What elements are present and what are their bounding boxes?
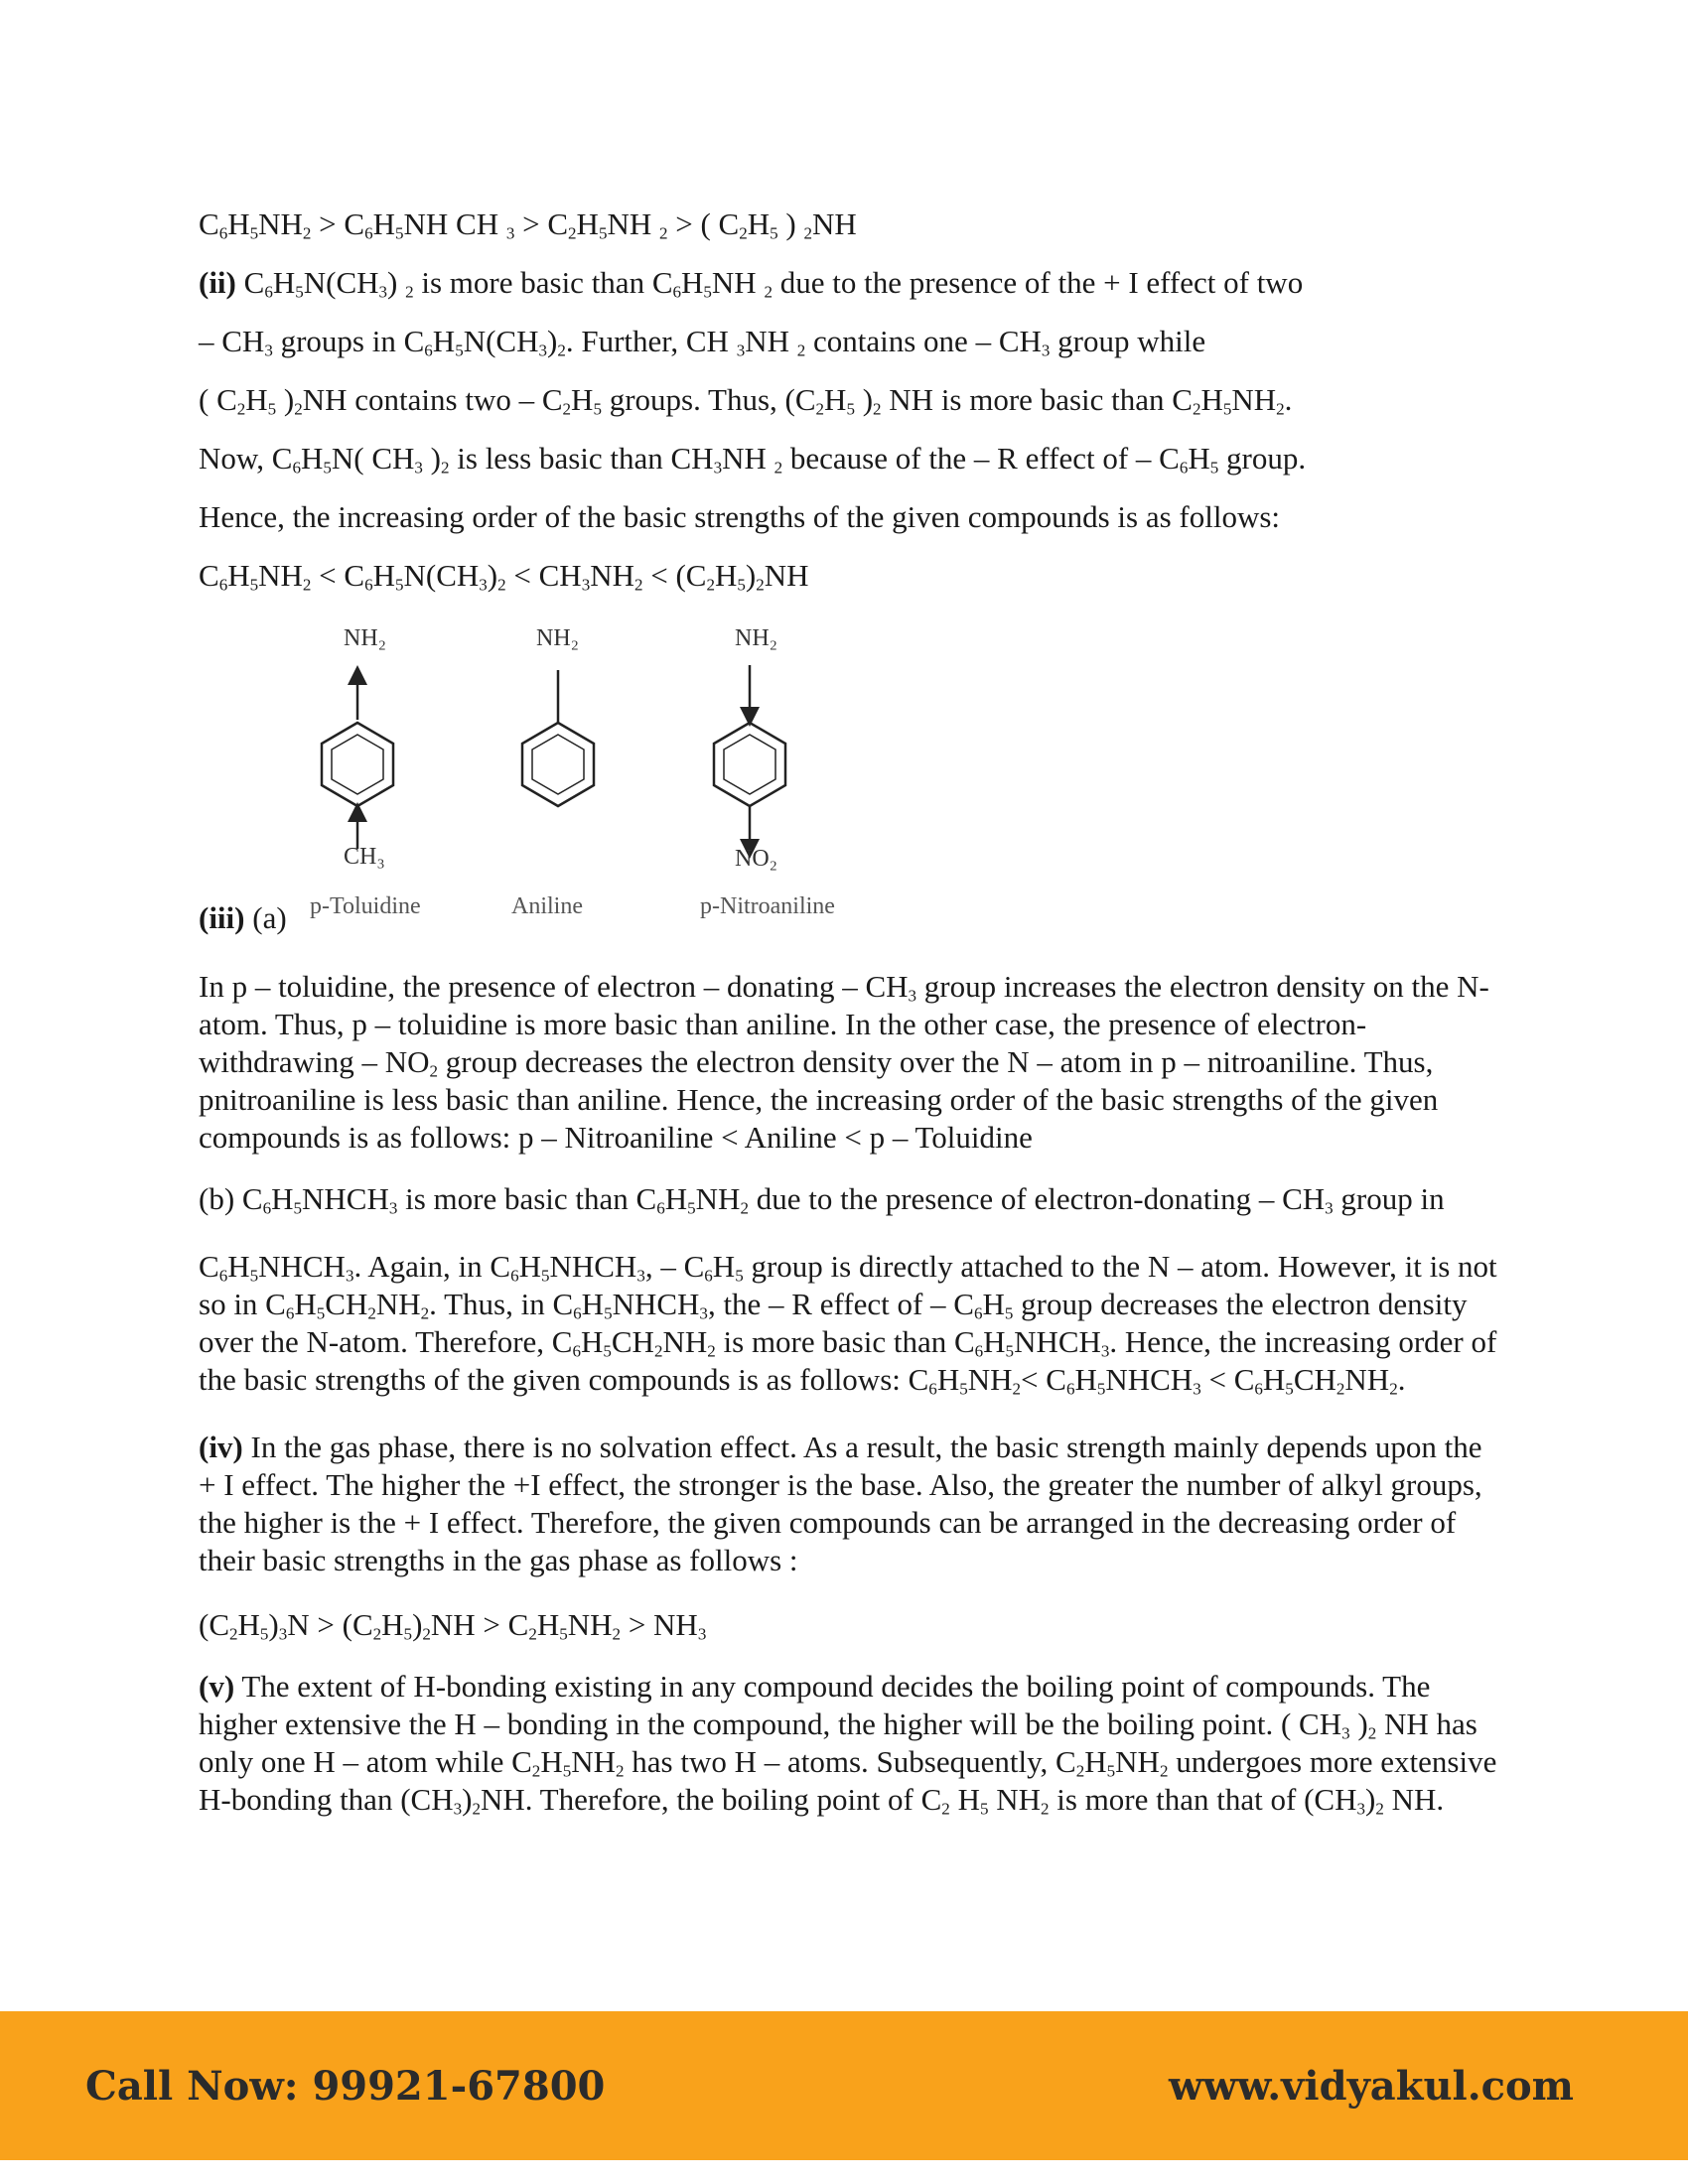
toluidine-structure bbox=[322, 675, 393, 849]
nitroaniline-structure bbox=[714, 665, 785, 849]
nitroaniline-bottom-group: NO₂ bbox=[735, 846, 778, 872]
part-ii-line-3: ( $C_2H_5$ )$_2NH$ contains two – $C_2H_5$ groups. Thus, ($C_2H_5$ )$_2$ NH is more basic than $C_2H_5NH_2$. bbox=[199, 382, 1293, 419]
part-iv-order: $(C_2H_5)_3N > (C_2H_5)_2NH > C_2H_5NH_2 > NH_3$ bbox=[199, 1607, 707, 1644]
aniline-top-group: NH₂ bbox=[536, 625, 580, 651]
part-iii-b-paragraph-1: (b) $C_6H_5NHCH_3$ is more basic than $C_6H_5NH_2$ due to the presence of electron-donating – $CH_3$ group in bbox=[199, 1181, 1445, 1218]
part-iii-b-paragraph-2: $C_6H_5NHCH_3$. Again, in $C_6H_5NHCH_3$, – $C_6H_5$ group is directly attached to the N – atom. However, it is not so in $C_6H_5CH_2NH_2$. Thus, in $C_6H_5NHCH_3$, the – R effect of – $C_6H_5$ group decreases the electron density over the N-atom. Therefore, $C_6H_5CH_2NH_2$ is more basic than $C_6H_5NHCH_3$. Hence, the increasing order of the basic strengths of the given compounds is as follows: $C_6H_5NH_2<$ $C_6H_5NHCH_3 < C_6H_5CH_2NH_2$. bbox=[199, 1249, 1497, 1399]
part-ii-line-2: – $CH_3$ groups in $C_6H_5N(CH_3)_2$. Further, CH $_3$NH $_2$ contains one – $CH_3$ group while bbox=[199, 324, 1206, 360]
part-ii-line-4: Now, $C_6H_5N$( $CH_3$ )$_2$ is less basic than $CH_3NH$ $_2$ because of the – R effect of – $C_6H_5$ group. bbox=[199, 441, 1307, 478]
order-line-1: $C_6H_5NH_2 > C_6H_5NH$ CH $_3 > C_2H_5NH$ $_2$ > ( $C_2H_5$ ) $_2$NH bbox=[199, 206, 857, 243]
part-iii-a-paragraph: In p – toluidine, the presence of electron – donating – $CH_3$ group increases the electron density on the N-atom. Thus, p – toluidine is more basic than aniline. In the other case, the presence of electron-withdrawing – $NO_2$ group decreases the electron density over the N – atom in p – nitroaniline. Thus, pnitroaniline is less basic than aniline. Hence, the increasing order of the basic strengths of the given compounds is as follows: p – Nitroaniline < Aniline < p – Toluidine bbox=[199, 969, 1489, 1155]
structure-diagram bbox=[298, 625, 874, 943]
nitroaniline-top-group: NH₂ bbox=[735, 625, 778, 651]
footer-bar bbox=[0, 2011, 1688, 2160]
toluidine-top-group: NH₂ bbox=[344, 625, 387, 651]
aniline-structure bbox=[522, 670, 594, 806]
document-body bbox=[199, 195, 1509, 1819]
part-iv-paragraph: (iv) In the gas phase, there is no solvation effect. As a result, the basic strength mainly depends upon the + I effect. The higher the +I effect, the stronger is the base. Also, the greater the number of alkyl groups, the higher is the + I effect. Therefore, the given compounds can be arranged in the decreasing order of their basic strengths in the gas phase as follows : bbox=[199, 1430, 1482, 1577]
website-link[interactable]: www.vidyakul.com bbox=[1168, 2063, 1574, 2110]
aniline-name: Aniline bbox=[511, 893, 583, 919]
part-v-paragraph: (v) The extent of H-bonding existing in any compound decides the boiling point of compounds. The higher extensive the H – bonding in the compound, the higher will be the boiling point. ( $CH_3$ )$_2$ NH has only one H – atom while $C_2H_5NH_2$ has two H – atoms. Subsequently, $C_2H_5NH_2$ undergoes more extensive H-bonding than $(CH_3)_2NH$. Therefore, the boiling point of $C_2$ $H_5$ $NH_2$ is more than that of $(CH_3)_2$ NH. bbox=[199, 1669, 1497, 1819]
part-ii-line-1: (ii) $C_6H_5N(CH_3)$ $_2$ is more basic than $C_6H_5NH$ $_2$ due to the presence of the + I effect of two bbox=[199, 265, 1304, 302]
part-ii-line-5: Hence, the increasing order of the basic strengths of the given compounds is as follows: bbox=[199, 499, 1281, 534]
part-ii-order: $C_6H_5NH_2 < C_6H_5N(CH_3)_2 < CH_3NH_2 < (C_2H_5)_2NH$ bbox=[199, 558, 809, 595]
nitroaniline-name: p-Nitroaniline bbox=[700, 893, 835, 919]
toluidine-name: p-Toluidine bbox=[310, 893, 421, 919]
call-now-phone[interactable]: Call Now: 99921-67800 bbox=[85, 2063, 606, 2110]
part-iii-a-label: (iii) (a) bbox=[199, 900, 287, 935]
toluidine-bottom-group: CH₃ bbox=[344, 844, 385, 870]
